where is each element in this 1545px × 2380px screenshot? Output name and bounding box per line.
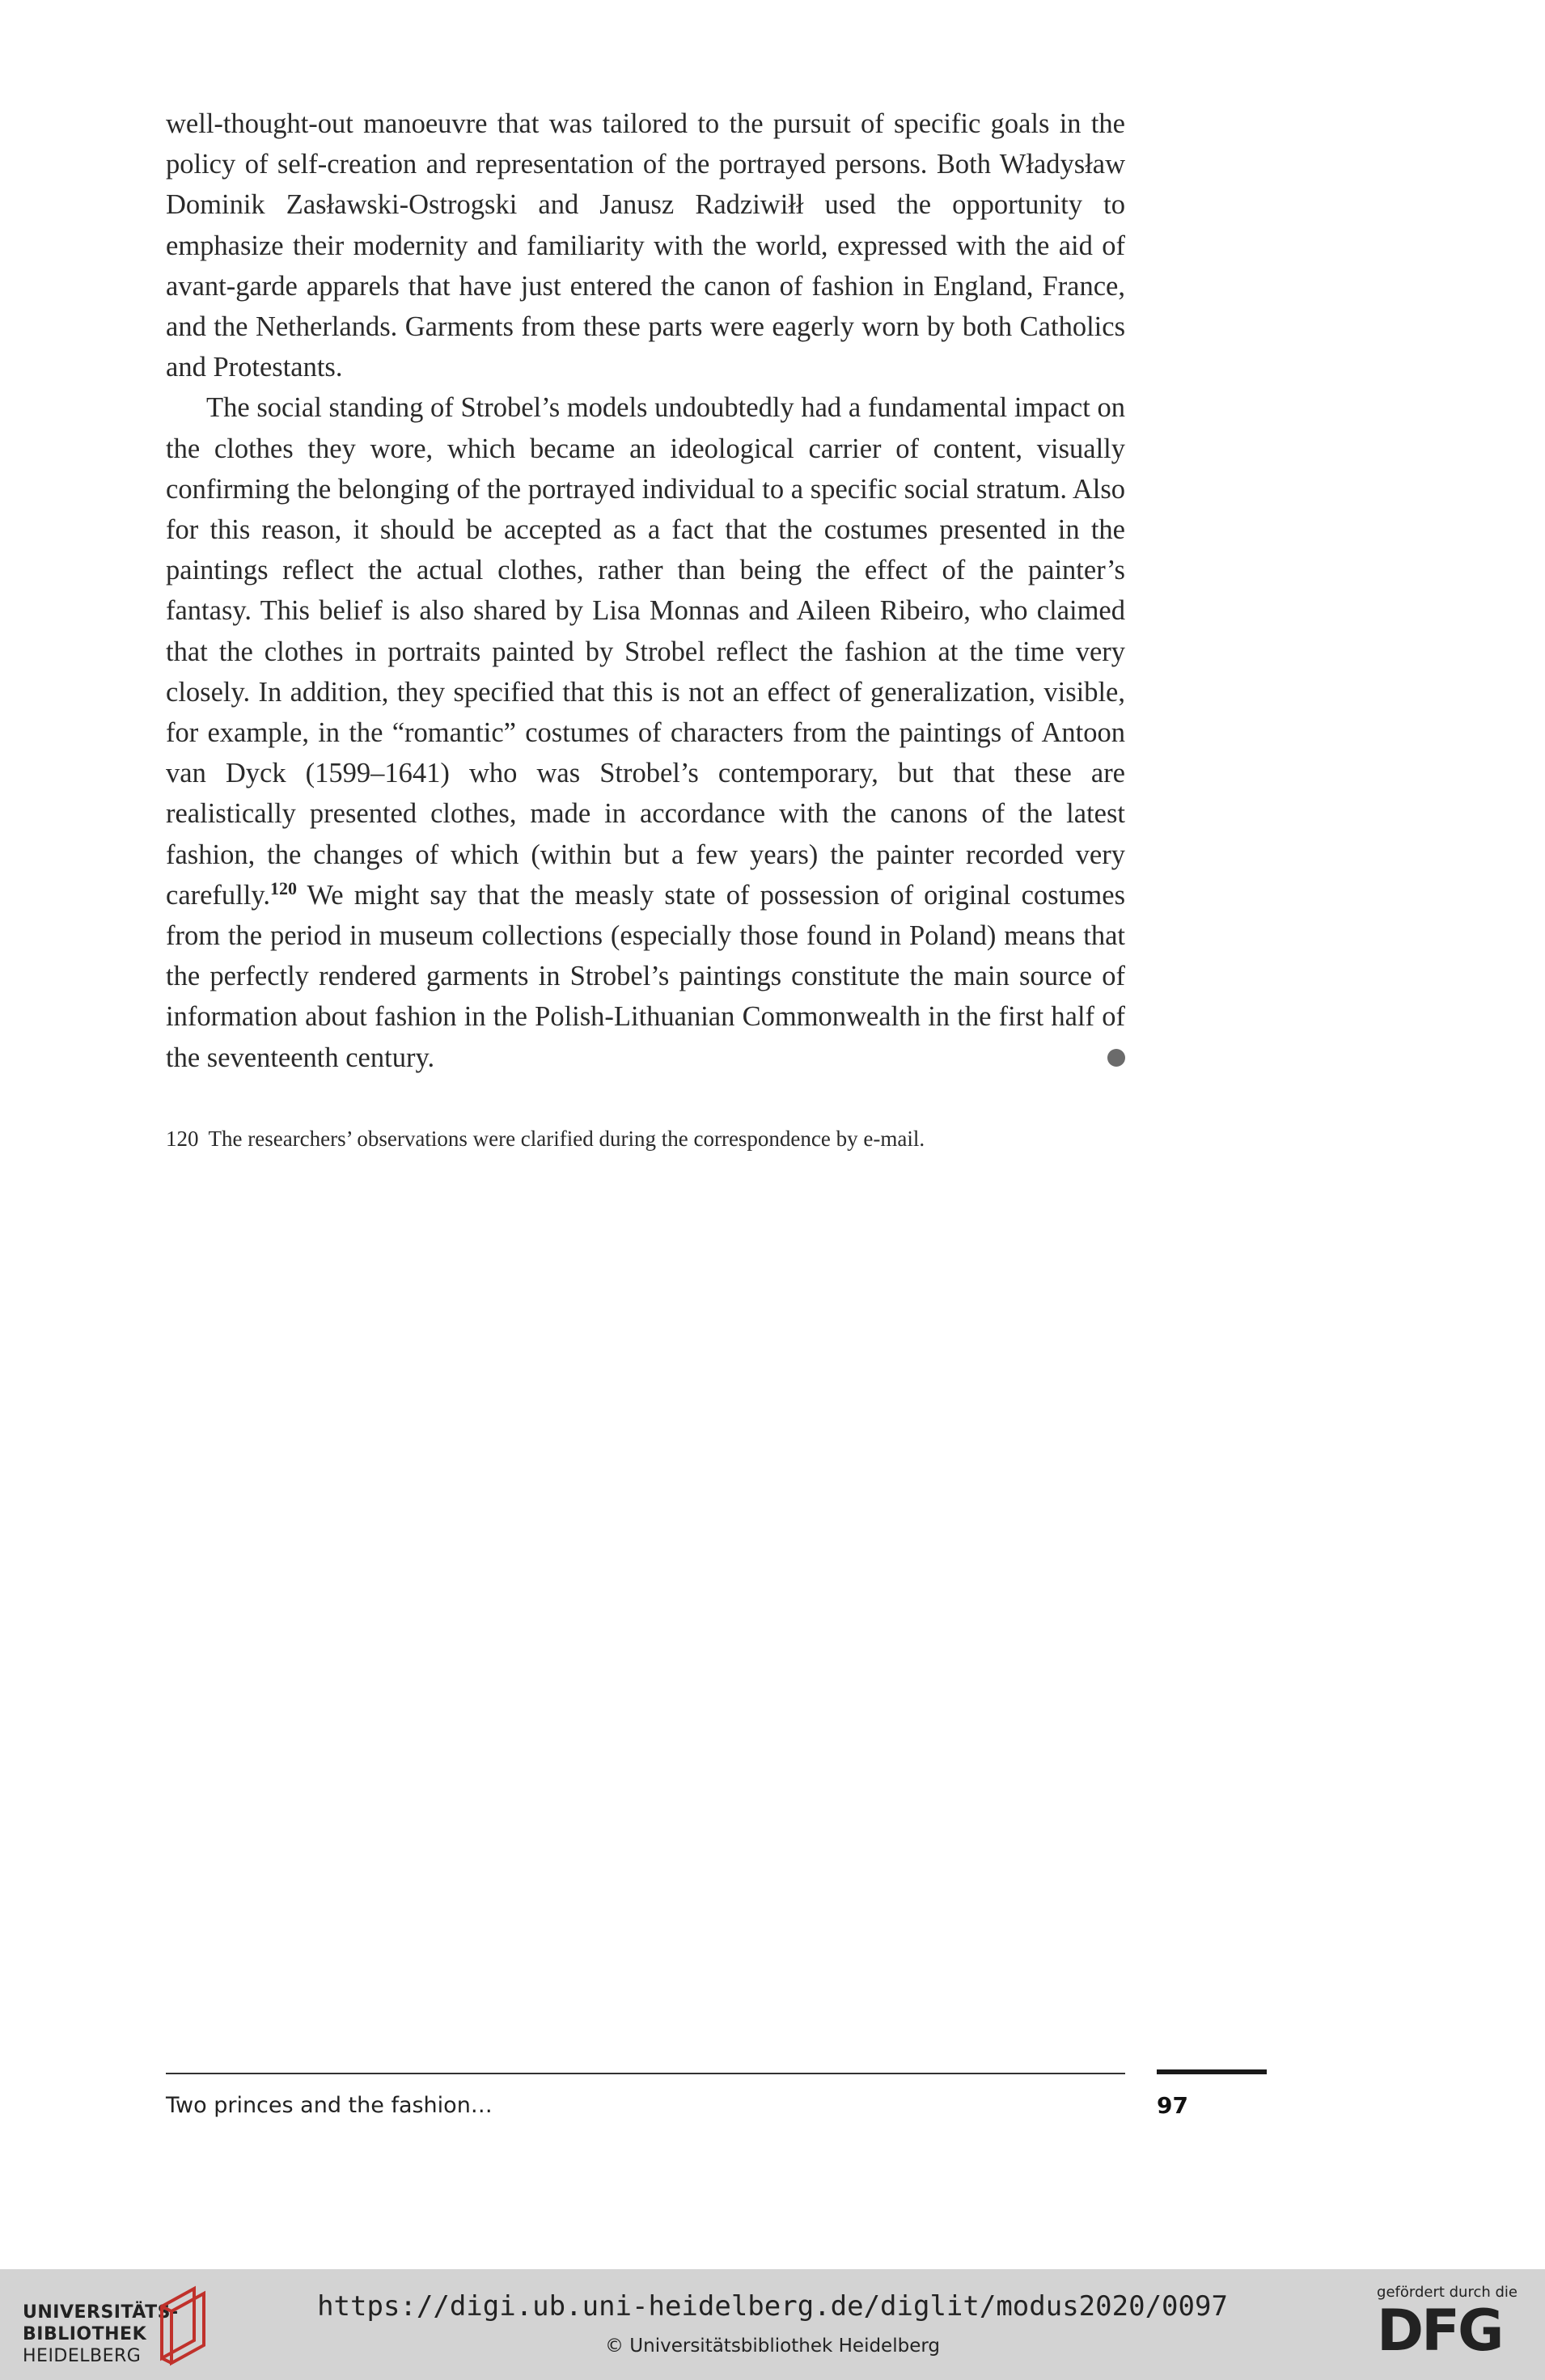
- logo-line-2: BIBLIOTHEK: [23, 2324, 147, 2344]
- section-end-dot-icon: [1107, 1049, 1125, 1067]
- page-number-rule: [1157, 2069, 1267, 2074]
- footnote-reference[interactable]: 120: [269, 877, 297, 898]
- page-url-link[interactable]: https://digi.ub.uni-heidelberg.de/diglit/modus2020/0097: [317, 2290, 1228, 2323]
- paragraph-2-text-b: We might say that the measly state of possession of original costumes from the period in museum collections (especially those found in Poland) means that the perfectly rendered garments in Strobel’s paintings constitute the main source of information about fashion in the Polish-Lithuanian Commonwealth in the first half of the seventeenth century.: [166, 879, 1125, 1073]
- paragraph-1: well-thought-out manoeuvre that was tailored to the pursuit of specific goals in the policy of self-creation and representation of the portrayed persons. Both Władysław Dominik Zasławski-Ostrogski and Janusz Radziwiłł used the opportunity to emphasize their modernity and familiarity with the world, expressed with the aid of avant-garde apparels that have just entered the canon of fashion in England, France, and the Netherlands. Garments from these parts were eagerly worn by both Catholics and Protestants.: [166, 108, 1125, 383]
- dfg-logo[interactable]: [1377, 2284, 1517, 2364]
- footnote-text: The researchers’ observations were clarified during the correspondence by e-mail.: [208, 1127, 925, 1151]
- copyright-notice: © Universitätsbibliothek Heidelberg: [604, 2336, 940, 2357]
- paragraph-2-text-a: The social standing of Strobel’s models undoubtedly had a fundamental impact on the clothes they wore, which became an ideological carrier of content, visually confirming the belonging of the portrayed individual to a specific social stratum. Also for this reason, it should be accepted as a fact that the costumes presented in the paintings reflect the actual clothes, rather than being the effect of the painter’s fantasy. This belief is also shared by Lisa Monnas and Aileen Ribeiro, who claimed that the clothes in portraits painted by Strobel reflect the fashion at the time very closely. In addition, they specified that this is not an effect of generalization, visible, for example, in the “romantic” costumes of characters from the paintings of Antoon van Dyck (1599–1641) who was Strobel’s contemporary, but that these are realistically presented clothes, made in accordance with the canons of the latest fashion, the changes of which (within but a few years) the painter recorded very carefully.: [166, 392, 1125, 911]
- logo-line-1: UNIVERSITÄTS-: [23, 2302, 179, 2323]
- main-text: [166, 104, 1125, 1078]
- footnote: [166, 1124, 1125, 1153]
- dfg-wordmark: DFG: [1377, 2298, 1502, 2364]
- footer-rule: [166, 2073, 1125, 2074]
- footnote-number: 120: [166, 1127, 199, 1151]
- paragraph-2: [166, 387, 1125, 1077]
- running-title: Two princes and the fashion…: [166, 2093, 493, 2118]
- library-bar: [0, 2269, 1545, 2380]
- logo-line-3: HEIDELBERG: [23, 2346, 142, 2366]
- page-number: 97: [1157, 2092, 1188, 2119]
- funding-note: gefördert durch die: [1377, 2284, 1517, 2301]
